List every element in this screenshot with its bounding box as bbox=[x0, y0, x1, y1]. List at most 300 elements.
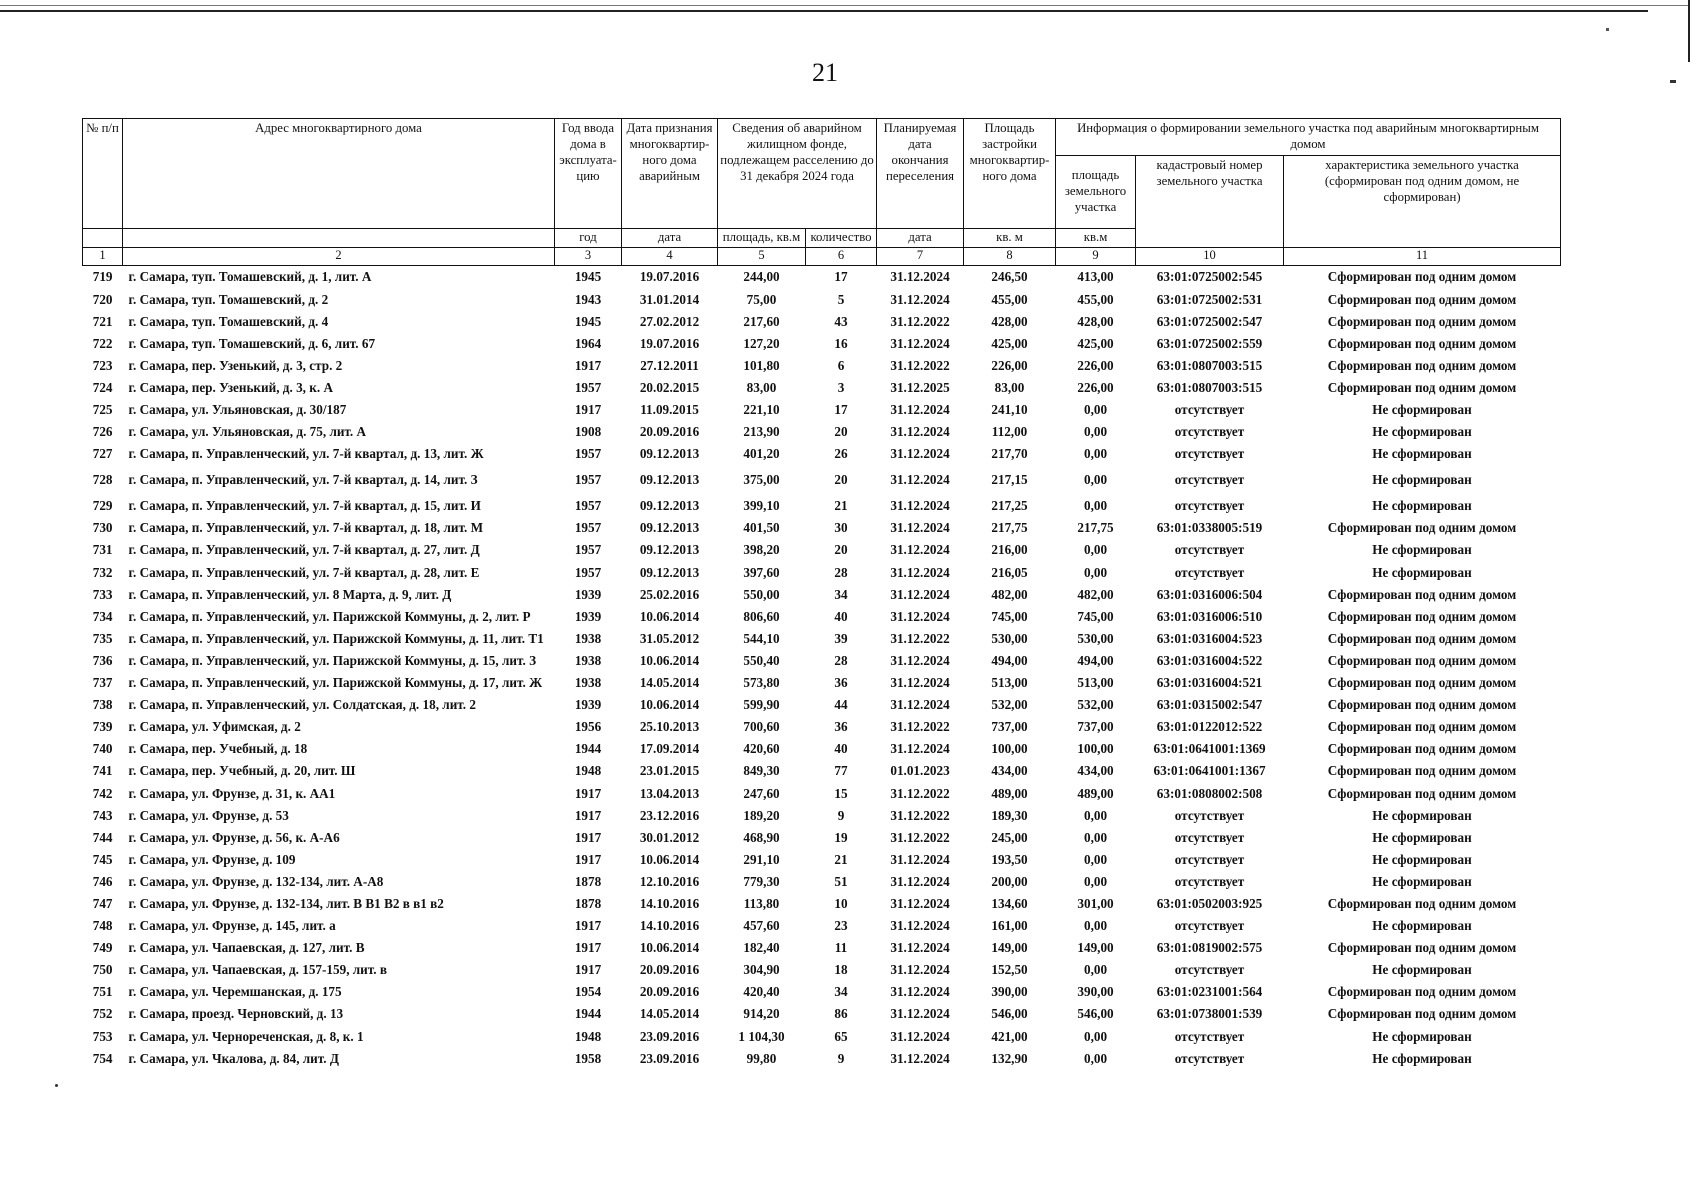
date-recognized-cell: 12.10.2016 bbox=[639, 873, 700, 889]
land-area-cell: 0,00 bbox=[1083, 424, 1108, 440]
row-number: 731 bbox=[92, 542, 113, 558]
land-characteristic-cell: Сформирован под одним домом bbox=[1327, 586, 1517, 602]
table-row bbox=[83, 915, 1561, 937]
land-area-cell: 0,00 bbox=[1083, 1050, 1108, 1066]
building-area-cell: 226,00 bbox=[991, 357, 1028, 373]
area-cell: 304,90 bbox=[743, 962, 780, 978]
year-cell: 1939 bbox=[574, 586, 602, 602]
cadastral-cell: отсутствует bbox=[1174, 918, 1245, 934]
table-row bbox=[83, 826, 1561, 848]
header-address: Адрес многоквартирного дома bbox=[123, 119, 555, 229]
count-cell: 34 bbox=[834, 984, 848, 1000]
row-number: 738 bbox=[92, 697, 113, 713]
land-area-cell: 390,00 bbox=[1077, 984, 1114, 1000]
address-cell: г. Самара, ул. Чапаевская, д. 127, лит. В bbox=[128, 940, 365, 956]
land-characteristic-cell: Сформирован под одним домом bbox=[1327, 1006, 1517, 1022]
year-cell: 1917 bbox=[574, 851, 602, 867]
planned-date-cell: 31.12.2022 bbox=[890, 719, 950, 735]
cadastral-cell: 63:01:0122012:522 bbox=[1156, 719, 1263, 735]
address-cell: г. Самара, ул. Фрунзе, д. 31, к. АА1 bbox=[128, 785, 336, 801]
address-cell: г. Самара, ул. Уфимская, д. 2 bbox=[128, 719, 301, 735]
planned-date-cell: 31.12.2024 bbox=[890, 402, 950, 418]
column-number: 11 bbox=[1284, 248, 1561, 266]
building-area-cell: 161,00 bbox=[991, 918, 1028, 934]
date-recognized-cell: 25.02.2016 bbox=[639, 586, 700, 602]
building-area-cell: 217,70 bbox=[991, 446, 1028, 462]
land-area-cell: 434,00 bbox=[1077, 763, 1114, 779]
row-number: 742 bbox=[92, 785, 113, 801]
table-row bbox=[83, 870, 1561, 892]
cadastral-cell: 63:01:0315002:547 bbox=[1156, 697, 1263, 713]
area-cell: 101,80 bbox=[743, 357, 780, 373]
area-cell: 700,60 bbox=[743, 719, 780, 735]
row-number: 737 bbox=[92, 675, 113, 691]
table-row bbox=[83, 738, 1561, 760]
planned-date-cell: 31.12.2024 bbox=[890, 472, 950, 488]
area-cell: 213,90 bbox=[743, 424, 780, 440]
land-area-cell: 217,75 bbox=[1077, 520, 1114, 536]
date-recognized-cell: 23.01.2015 bbox=[639, 763, 700, 779]
address-cell: г. Самара, туп. Томашевский, д. 4 bbox=[128, 313, 329, 329]
count-cell: 40 bbox=[834, 608, 848, 624]
header-date-recognized: Дата признания многоквартир-ного дома аварийным bbox=[622, 119, 718, 229]
land-characteristic-cell: Не сформирован bbox=[1372, 807, 1472, 823]
address-cell: г. Самара, ул. Чапаевская, д. 157-159, лит. в bbox=[128, 962, 387, 978]
count-cell: 20 bbox=[834, 542, 848, 558]
count-cell: 39 bbox=[834, 630, 848, 646]
date-recognized-cell: 14.05.2014 bbox=[639, 1006, 700, 1022]
cadastral-cell: отсутствует bbox=[1174, 807, 1245, 823]
row-number: 753 bbox=[92, 1028, 113, 1044]
year-cell: 1943 bbox=[574, 291, 602, 307]
year-cell: 1917 bbox=[574, 357, 602, 373]
row-number: 730 bbox=[92, 520, 113, 536]
cadastral-cell: 63:01:0725002:531 bbox=[1156, 291, 1263, 307]
land-characteristic-cell: Не сформирован bbox=[1372, 424, 1472, 440]
year-cell: 1938 bbox=[574, 652, 602, 668]
address-cell: г. Самара, пер. Узенький, д. 3, к. А bbox=[128, 379, 333, 395]
table-row bbox=[83, 760, 1561, 782]
planned-date-cell: 31.12.2024 bbox=[890, 564, 950, 580]
year-cell: 1945 bbox=[574, 269, 602, 285]
building-area-cell: 217,75 bbox=[991, 520, 1028, 536]
area-cell: 914,20 bbox=[743, 1006, 780, 1022]
unit-date-recognized: дата bbox=[622, 229, 718, 248]
land-area-cell: 301,00 bbox=[1077, 895, 1114, 911]
row-number: 740 bbox=[92, 741, 113, 757]
date-recognized-cell: 20.09.2016 bbox=[639, 424, 700, 440]
land-area-cell: 530,00 bbox=[1077, 630, 1114, 646]
area-cell: 401,50 bbox=[743, 520, 780, 536]
year-cell: 1964 bbox=[574, 335, 602, 351]
land-characteristic-cell: Сформирован под одним домом bbox=[1327, 984, 1517, 1000]
count-cell: 40 bbox=[834, 741, 848, 757]
year-cell: 1917 bbox=[574, 940, 602, 956]
land-area-cell: 532,00 bbox=[1077, 697, 1114, 713]
building-area-cell: 134,60 bbox=[991, 895, 1028, 911]
building-area-cell: 428,00 bbox=[991, 313, 1028, 329]
planned-date-cell: 31.12.2024 bbox=[890, 446, 950, 462]
header-emergency-info: Сведения об аварийном жилищном фонде, подлежащем расселению до 31 декабря 2024 года bbox=[718, 119, 877, 229]
date-recognized-cell: 23.12.2016 bbox=[639, 807, 700, 823]
count-cell: 17 bbox=[834, 402, 848, 418]
land-characteristic-cell: Сформирован под одним домом bbox=[1327, 940, 1517, 956]
row-number: 748 bbox=[92, 918, 113, 934]
building-area-cell: 737,00 bbox=[991, 719, 1028, 735]
address-cell: г. Самара, п. Управленческий, ул. Парижской Коммуны, д. 17, лит. Ж bbox=[128, 675, 543, 691]
year-cell: 1944 bbox=[574, 741, 602, 757]
planned-date-cell: 31.12.2024 bbox=[890, 1050, 950, 1066]
planned-date-cell: 31.12.2022 bbox=[890, 785, 950, 801]
year-cell: 1957 bbox=[574, 379, 602, 395]
column-number: 8 bbox=[964, 248, 1056, 266]
planned-date-cell: 31.12.2024 bbox=[890, 851, 950, 867]
area-cell: 599,90 bbox=[743, 697, 780, 713]
year-cell: 1958 bbox=[574, 1050, 602, 1066]
column-number: 3 bbox=[555, 248, 622, 266]
year-cell: 1908 bbox=[574, 424, 602, 440]
planned-date-cell: 31.12.2024 bbox=[890, 652, 950, 668]
planned-date-cell: 31.12.2024 bbox=[890, 335, 950, 351]
address-cell: г. Самара, туп. Томашевский, д. 6, лит. 67 bbox=[128, 335, 376, 351]
count-cell: 16 bbox=[834, 335, 848, 351]
year-cell: 1957 bbox=[574, 542, 602, 558]
year-cell: 1917 bbox=[574, 807, 602, 823]
column-number: 5 bbox=[718, 248, 806, 266]
planned-date-cell: 31.12.2024 bbox=[890, 1028, 950, 1044]
table-row bbox=[83, 937, 1561, 959]
cadastral-cell: отсутствует bbox=[1174, 851, 1245, 867]
building-area-cell: 425,00 bbox=[991, 335, 1028, 351]
area-cell: 247,60 bbox=[743, 785, 780, 801]
count-cell: 65 bbox=[834, 1028, 848, 1044]
planned-date-cell: 31.12.2024 bbox=[890, 675, 950, 691]
table-row bbox=[83, 332, 1561, 354]
cadastral-cell: 63:01:0338005:519 bbox=[1156, 520, 1263, 536]
land-characteristic-cell: Не сформирован bbox=[1372, 498, 1472, 514]
count-cell: 19 bbox=[834, 829, 848, 845]
area-cell: 99,80 bbox=[746, 1050, 777, 1066]
address-cell: г. Самара, ул. Чкалова, д. 84, лит. Д bbox=[128, 1050, 339, 1066]
count-cell: 23 bbox=[834, 918, 848, 934]
row-number: 752 bbox=[92, 1006, 113, 1022]
table-row bbox=[83, 495, 1561, 517]
planned-date-cell: 31.12.2022 bbox=[890, 829, 950, 845]
cadastral-cell: отсутствует bbox=[1174, 1050, 1245, 1066]
date-recognized-cell: 25.10.2013 bbox=[639, 719, 700, 735]
year-cell: 1938 bbox=[574, 675, 602, 691]
area-cell: 468,90 bbox=[743, 829, 780, 845]
planned-date-cell: 31.12.2025 bbox=[890, 379, 950, 395]
land-characteristic-cell: Не сформирован bbox=[1372, 542, 1472, 558]
count-cell: 21 bbox=[834, 498, 848, 514]
land-area-cell: 482,00 bbox=[1077, 586, 1114, 602]
date-recognized-cell: 20.09.2016 bbox=[639, 984, 700, 1000]
year-cell: 1939 bbox=[574, 697, 602, 713]
land-area-cell: 0,00 bbox=[1083, 851, 1108, 867]
building-area-cell: 149,00 bbox=[991, 940, 1028, 956]
building-area-cell: 532,00 bbox=[991, 697, 1028, 713]
column-number: 4 bbox=[622, 248, 718, 266]
date-recognized-cell: 17.09.2014 bbox=[639, 741, 700, 757]
count-cell: 34 bbox=[834, 586, 848, 602]
cadastral-cell: отсутствует bbox=[1174, 873, 1245, 889]
land-characteristic-cell: Не сформирован bbox=[1372, 1050, 1472, 1066]
land-characteristic-cell: Сформирован под одним домом bbox=[1327, 520, 1517, 536]
area-cell: 398,20 bbox=[743, 542, 780, 558]
table-row bbox=[83, 354, 1561, 376]
date-recognized-cell: 23.09.2016 bbox=[639, 1050, 700, 1066]
year-cell: 1917 bbox=[574, 962, 602, 978]
land-area-cell: 226,00 bbox=[1077, 379, 1114, 395]
count-cell: 20 bbox=[834, 424, 848, 440]
cadastral-cell: отсутствует bbox=[1174, 472, 1245, 488]
land-area-cell: 428,00 bbox=[1077, 313, 1114, 329]
date-recognized-cell: 19.07.2016 bbox=[639, 335, 700, 351]
row-number: 725 bbox=[92, 402, 113, 418]
cadastral-cell: отсутствует bbox=[1174, 1028, 1245, 1044]
land-characteristic-cell: Сформирован под одним домом bbox=[1327, 719, 1517, 735]
row-number: 741 bbox=[92, 763, 113, 779]
row-number: 754 bbox=[92, 1050, 113, 1066]
building-area-cell: 482,00 bbox=[991, 586, 1028, 602]
year-cell: 1957 bbox=[574, 472, 602, 488]
planned-date-cell: 31.12.2022 bbox=[890, 807, 950, 823]
year-cell: 1939 bbox=[574, 608, 602, 624]
building-area-cell: 216,00 bbox=[991, 542, 1028, 558]
cadastral-cell: 63:01:0502003:925 bbox=[1156, 895, 1263, 911]
address-cell: г. Самара, п. Управленческий, ул. 7-й квартал, д. 28, лит. Е bbox=[128, 564, 480, 580]
date-recognized-cell: 11.09.2015 bbox=[640, 402, 699, 418]
count-cell: 36 bbox=[834, 675, 848, 691]
row-number: 749 bbox=[92, 940, 113, 956]
building-area-cell: 132,90 bbox=[991, 1050, 1028, 1066]
count-cell: 20 bbox=[834, 472, 848, 488]
address-cell: г. Самара, п. Управленческий, ул. 7-й квартал, д. 15, лит. И bbox=[128, 498, 481, 514]
planned-date-cell: 31.12.2024 bbox=[890, 542, 950, 558]
land-area-cell: 0,00 bbox=[1083, 472, 1108, 488]
row-number: 735 bbox=[92, 630, 113, 646]
column-number: 7 bbox=[877, 248, 964, 266]
land-area-cell: 489,00 bbox=[1077, 785, 1114, 801]
date-recognized-cell: 09.12.2013 bbox=[639, 542, 700, 558]
land-area-cell: 546,00 bbox=[1077, 1006, 1114, 1022]
land-characteristic-cell: Не сформирован bbox=[1372, 1028, 1472, 1044]
area-cell: 244,00 bbox=[743, 269, 780, 285]
table-row bbox=[83, 399, 1561, 421]
year-cell: 1957 bbox=[574, 446, 602, 462]
row-number: 745 bbox=[92, 851, 113, 867]
row-number: 724 bbox=[92, 379, 113, 395]
address-cell: г. Самара, ул. Фрунзе, д. 56, к. А-А6 bbox=[128, 829, 340, 845]
count-cell: 3 bbox=[837, 379, 845, 395]
cadastral-cell: 63:01:0807003:515 bbox=[1156, 357, 1263, 373]
address-cell: г. Самара, п. Управленческий, ул. Парижской Коммуны, д. 15, лит. З bbox=[128, 652, 537, 668]
date-recognized-cell: 30.01.2012 bbox=[639, 829, 700, 845]
count-cell: 28 bbox=[834, 564, 848, 580]
date-recognized-cell: 09.12.2013 bbox=[639, 564, 700, 580]
address-cell: г. Самара, ул. Фрунзе, д. 53 bbox=[128, 807, 289, 823]
table-row bbox=[83, 981, 1561, 1003]
planned-date-cell: 31.12.2022 bbox=[890, 313, 950, 329]
address-cell: г. Самара, пер. Учебный, д. 18 bbox=[128, 741, 308, 757]
count-cell: 9 bbox=[837, 807, 845, 823]
table-row bbox=[83, 672, 1561, 694]
address-cell: г. Самара, проезд. Черновский, д. 13 bbox=[128, 1006, 344, 1022]
building-area-cell: 434,00 bbox=[991, 763, 1028, 779]
land-area-cell: 455,00 bbox=[1077, 291, 1114, 307]
land-area-cell: 0,00 bbox=[1083, 564, 1108, 580]
planned-date-cell: 31.12.2024 bbox=[890, 962, 950, 978]
cadastral-cell: отсутствует bbox=[1174, 402, 1245, 418]
unit-address bbox=[123, 229, 555, 248]
cadastral-cell: 63:01:0316004:523 bbox=[1156, 630, 1263, 646]
cadastral-cell: отсутствует bbox=[1174, 498, 1245, 514]
building-area-cell: 100,00 bbox=[991, 741, 1028, 757]
land-characteristic-cell: Сформирован под одним домом bbox=[1327, 269, 1517, 285]
planned-date-cell: 31.12.2024 bbox=[890, 918, 950, 934]
address-cell: г. Самара, п. Управленческий, ул. 7-й квартал, д. 14, лит. З bbox=[128, 472, 478, 488]
building-area-cell: 189,30 bbox=[991, 807, 1028, 823]
row-number: 733 bbox=[92, 586, 113, 602]
column-number: 1 bbox=[83, 248, 123, 266]
date-recognized-cell: 10.06.2014 bbox=[639, 851, 700, 867]
row-number: 747 bbox=[92, 895, 113, 911]
land-area-cell: 513,00 bbox=[1077, 675, 1114, 691]
building-area-cell: 217,15 bbox=[991, 472, 1028, 488]
address-cell: г. Самара, ул. Фрунзе, д. 145, лит. а bbox=[128, 918, 336, 934]
count-cell: 44 bbox=[834, 697, 848, 713]
date-recognized-cell: 10.06.2014 bbox=[639, 697, 700, 713]
planned-date-cell: 31.12.2024 bbox=[890, 520, 950, 536]
year-cell: 1878 bbox=[574, 895, 602, 911]
planned-date-cell: 31.12.2024 bbox=[890, 940, 950, 956]
date-recognized-cell: 20.02.2015 bbox=[639, 379, 700, 395]
building-area-cell: 246,50 bbox=[991, 269, 1028, 285]
planned-date-cell: 31.12.2024 bbox=[890, 586, 950, 602]
cadastral-cell: 63:01:0738001:539 bbox=[1156, 1006, 1263, 1022]
date-recognized-cell: 23.09.2016 bbox=[639, 1028, 700, 1044]
planned-date-cell: 31.12.2024 bbox=[890, 291, 950, 307]
year-cell: 1945 bbox=[574, 313, 602, 329]
table-row bbox=[83, 1047, 1561, 1069]
land-area-cell: 494,00 bbox=[1077, 652, 1114, 668]
planned-date-cell: 31.12.2024 bbox=[890, 608, 950, 624]
land-area-cell: 0,00 bbox=[1083, 402, 1108, 418]
unit-planned-date: дата bbox=[877, 229, 964, 248]
building-area-cell: 513,00 bbox=[991, 675, 1028, 691]
scan-edge-line bbox=[0, 5, 1690, 6]
land-characteristic-cell: Не сформирован bbox=[1372, 472, 1472, 488]
count-cell: 18 bbox=[834, 962, 848, 978]
building-area-cell: 216,05 bbox=[991, 564, 1028, 580]
count-cell: 86 bbox=[834, 1006, 848, 1022]
address-cell: г. Самара, ул. Ульяновская, д. 30/187 bbox=[128, 402, 347, 418]
row-number: 723 bbox=[92, 357, 113, 373]
land-characteristic-cell: Сформирован под одним домом bbox=[1327, 675, 1517, 691]
emergency-housing-table bbox=[82, 118, 1561, 1069]
scan-edge-mark bbox=[1688, 0, 1690, 62]
land-characteristic-cell: Сформирован под одним домом bbox=[1327, 652, 1517, 668]
count-cell: 36 bbox=[834, 719, 848, 735]
table-row bbox=[83, 539, 1561, 561]
unit-area: площадь, кв.м bbox=[718, 229, 806, 248]
building-area-cell: 152,50 bbox=[991, 962, 1028, 978]
building-area-cell: 193,50 bbox=[991, 851, 1028, 867]
table-row bbox=[83, 266, 1561, 289]
area-cell: 182,40 bbox=[743, 940, 780, 956]
planned-date-cell: 01.01.2023 bbox=[890, 763, 950, 779]
table-row bbox=[83, 650, 1561, 672]
date-recognized-cell: 27.02.2012 bbox=[639, 313, 700, 329]
date-recognized-cell: 19.07.2016 bbox=[639, 269, 700, 285]
cadastral-cell: отсутствует bbox=[1174, 829, 1245, 845]
address-cell: г. Самара, ул. Фрунзе, д. 132-134, лит. В В1 В2 в в1 в2 bbox=[128, 895, 444, 911]
year-cell: 1878 bbox=[574, 873, 602, 889]
planned-date-cell: 31.12.2024 bbox=[890, 984, 950, 1000]
row-number: 720 bbox=[92, 291, 113, 307]
cadastral-cell: 63:01:0641001:1369 bbox=[1153, 741, 1266, 757]
count-cell: 21 bbox=[834, 851, 848, 867]
area-cell: 75,00 bbox=[746, 291, 777, 307]
cadastral-cell: 63:01:0316006:510 bbox=[1156, 608, 1263, 624]
land-characteristic-cell: Не сформирован bbox=[1372, 564, 1472, 580]
table-row bbox=[83, 310, 1561, 332]
scan-top-rule bbox=[0, 10, 1648, 12]
cadastral-cell: 63:01:0725002:547 bbox=[1156, 313, 1263, 329]
unit-no bbox=[83, 229, 123, 248]
land-area-cell: 0,00 bbox=[1083, 918, 1108, 934]
address-cell: г. Самара, туп. Томашевский, д. 2 bbox=[128, 291, 329, 307]
building-area-cell: 745,00 bbox=[991, 608, 1028, 624]
row-number: 744 bbox=[92, 829, 113, 845]
row-number: 751 bbox=[92, 984, 113, 1000]
land-characteristic-cell: Не сформирован bbox=[1372, 402, 1472, 418]
table-row bbox=[83, 376, 1561, 398]
unit-building-area: кв. м bbox=[964, 229, 1056, 248]
area-cell: 189,20 bbox=[743, 807, 780, 823]
cadastral-cell: 63:01:0807003:515 bbox=[1156, 379, 1263, 395]
year-cell: 1957 bbox=[574, 520, 602, 536]
header-planned-date: Планируемая дата окончания переселения bbox=[877, 119, 964, 229]
land-characteristic-cell: Сформирован под одним домом bbox=[1327, 630, 1517, 646]
planned-date-cell: 31.12.2024 bbox=[890, 498, 950, 514]
land-area-cell: 0,00 bbox=[1083, 873, 1108, 889]
header-no: № п/п bbox=[83, 119, 123, 229]
building-area-cell: 546,00 bbox=[991, 1006, 1028, 1022]
land-characteristic-cell: Не сформирован bbox=[1372, 829, 1472, 845]
cadastral-cell: отсутствует bbox=[1174, 424, 1245, 440]
building-area-cell: 83,00 bbox=[994, 379, 1025, 395]
row-number: 728 bbox=[92, 472, 113, 488]
header-land-info: Информация о формировании земельного участка под аварийным многоквартирным домом bbox=[1056, 119, 1561, 156]
count-cell: 17 bbox=[834, 269, 848, 285]
planned-date-cell: 31.12.2022 bbox=[890, 630, 950, 646]
table-row bbox=[83, 583, 1561, 605]
cadastral-cell: отсутствует bbox=[1174, 962, 1245, 978]
planned-date-cell: 31.12.2022 bbox=[890, 357, 950, 373]
planned-date-cell: 31.12.2024 bbox=[890, 424, 950, 440]
land-area-cell: 745,00 bbox=[1077, 608, 1114, 624]
address-cell: г. Самара, п. Управленческий, ул. Парижской Коммуны, д. 2, лит. Р bbox=[128, 608, 531, 624]
building-area-cell: 530,00 bbox=[991, 630, 1028, 646]
row-number: 736 bbox=[92, 652, 113, 668]
area-cell: 550,00 bbox=[743, 586, 780, 602]
land-characteristic-cell: Сформирован под одним домом bbox=[1327, 785, 1517, 801]
building-area-cell: 494,00 bbox=[991, 652, 1028, 668]
area-cell: 550,40 bbox=[743, 652, 780, 668]
land-area-cell: 413,00 bbox=[1077, 269, 1114, 285]
